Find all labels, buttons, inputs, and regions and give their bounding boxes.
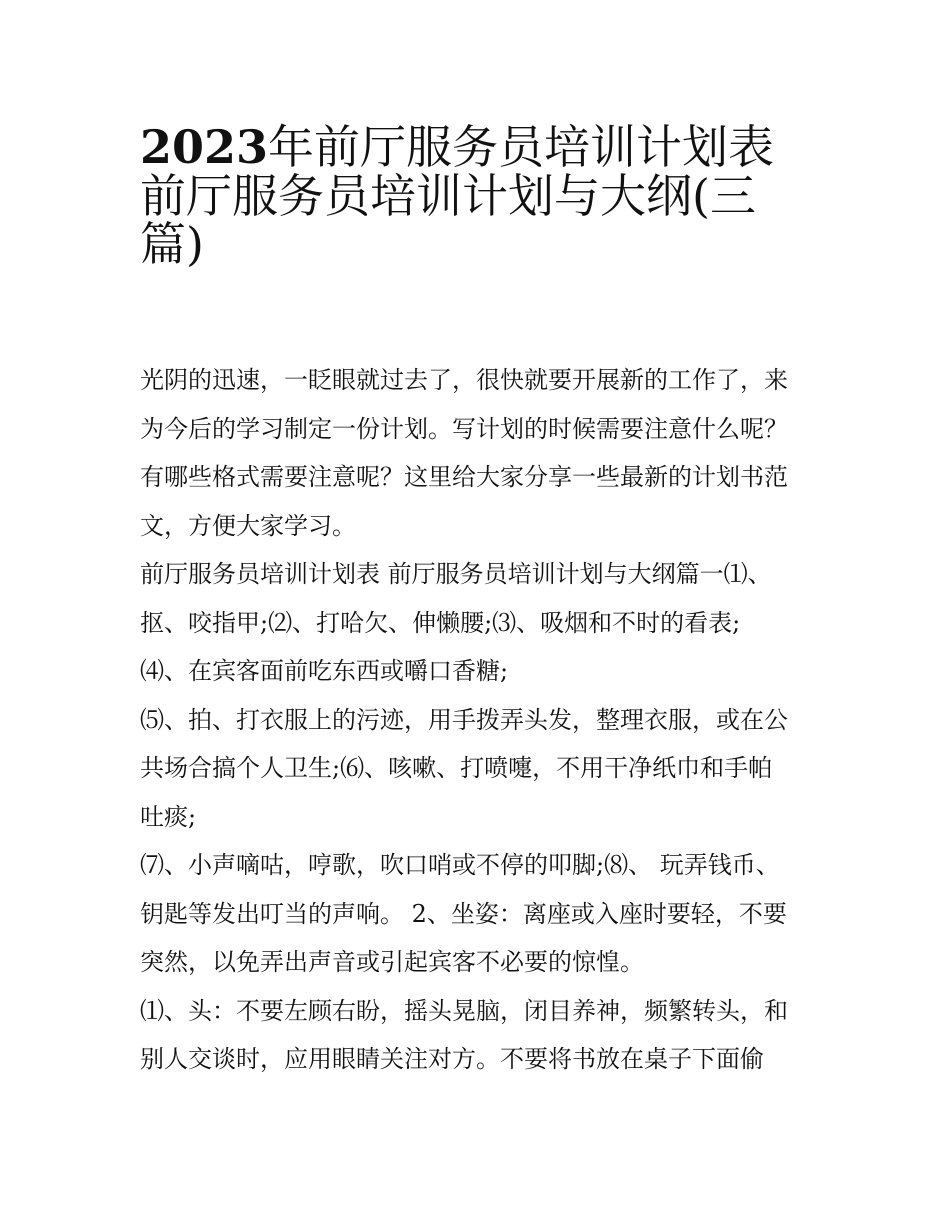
body-line: ⑴、头：不要左顾右盼，摇头晃脑，闭目养神，频繁转头，和 [140, 996, 788, 1025]
body-line: 共场合搞个人卫生;⑹、咳嗽、打喷嚏，不用干净纸巾和手帕 [140, 754, 773, 782]
body-line: 钥匙等发出叮当的声响。 2、坐姿：离座或入座时要轻，不要 [140, 899, 787, 928]
body-line: ⑸、拍、打衣服上的污迹，用手拨弄头发，整理衣服，或在公 [140, 705, 788, 734]
title-line-3: 篇) [140, 217, 204, 271]
body-line: 光阴的迅速，一眨眼就过去了，很快就要开展新的工作了，来 [140, 366, 788, 394]
body-line: 别人交谈时，应用眼睛关注对方。不要将书放在桌子下面偷 [140, 1045, 764, 1073]
body-line: 有哪些格式需要注意呢？这里给大家分享一些最新的计划书范 [140, 463, 788, 491]
body-line: ⑺、小声嘀咕，哼歌，吹口哨或不停的叩脚;⑻、 玩弄钱币、 [140, 851, 780, 879]
document-title [140, 112, 820, 271]
title-line-2: 前厅服务员培训计划与大纲(三 [140, 168, 756, 223]
body-line: 前厅服务员培训计划表 前厅服务员培训计划与大纲篇一⑴、 [140, 560, 772, 588]
title-line-1-text: 年前厅服务员培训计划表 [268, 120, 775, 174]
body-text [140, 356, 820, 1084]
body-line: 突然，以免弄出声音或引起宾客不必要的惊惶。 [140, 948, 644, 976]
body-line: 抠、咬指甲;⑵、打哈欠、伸懒腰;⑶、吸烟和不时的看表; [140, 608, 741, 637]
body-line: 文，方便大家学习。 [140, 511, 356, 540]
title-line-1 [140, 112, 820, 174]
body-line: 吐痰; [140, 802, 197, 831]
body-line: ⑷、在宾客面前吃东西或嚼口香糖; [140, 657, 509, 685]
body-line: 为今后的学习制定一份计划。写计划的时候需要注意什么呢？ [140, 414, 788, 443]
title-year: 2023 [140, 120, 269, 174]
